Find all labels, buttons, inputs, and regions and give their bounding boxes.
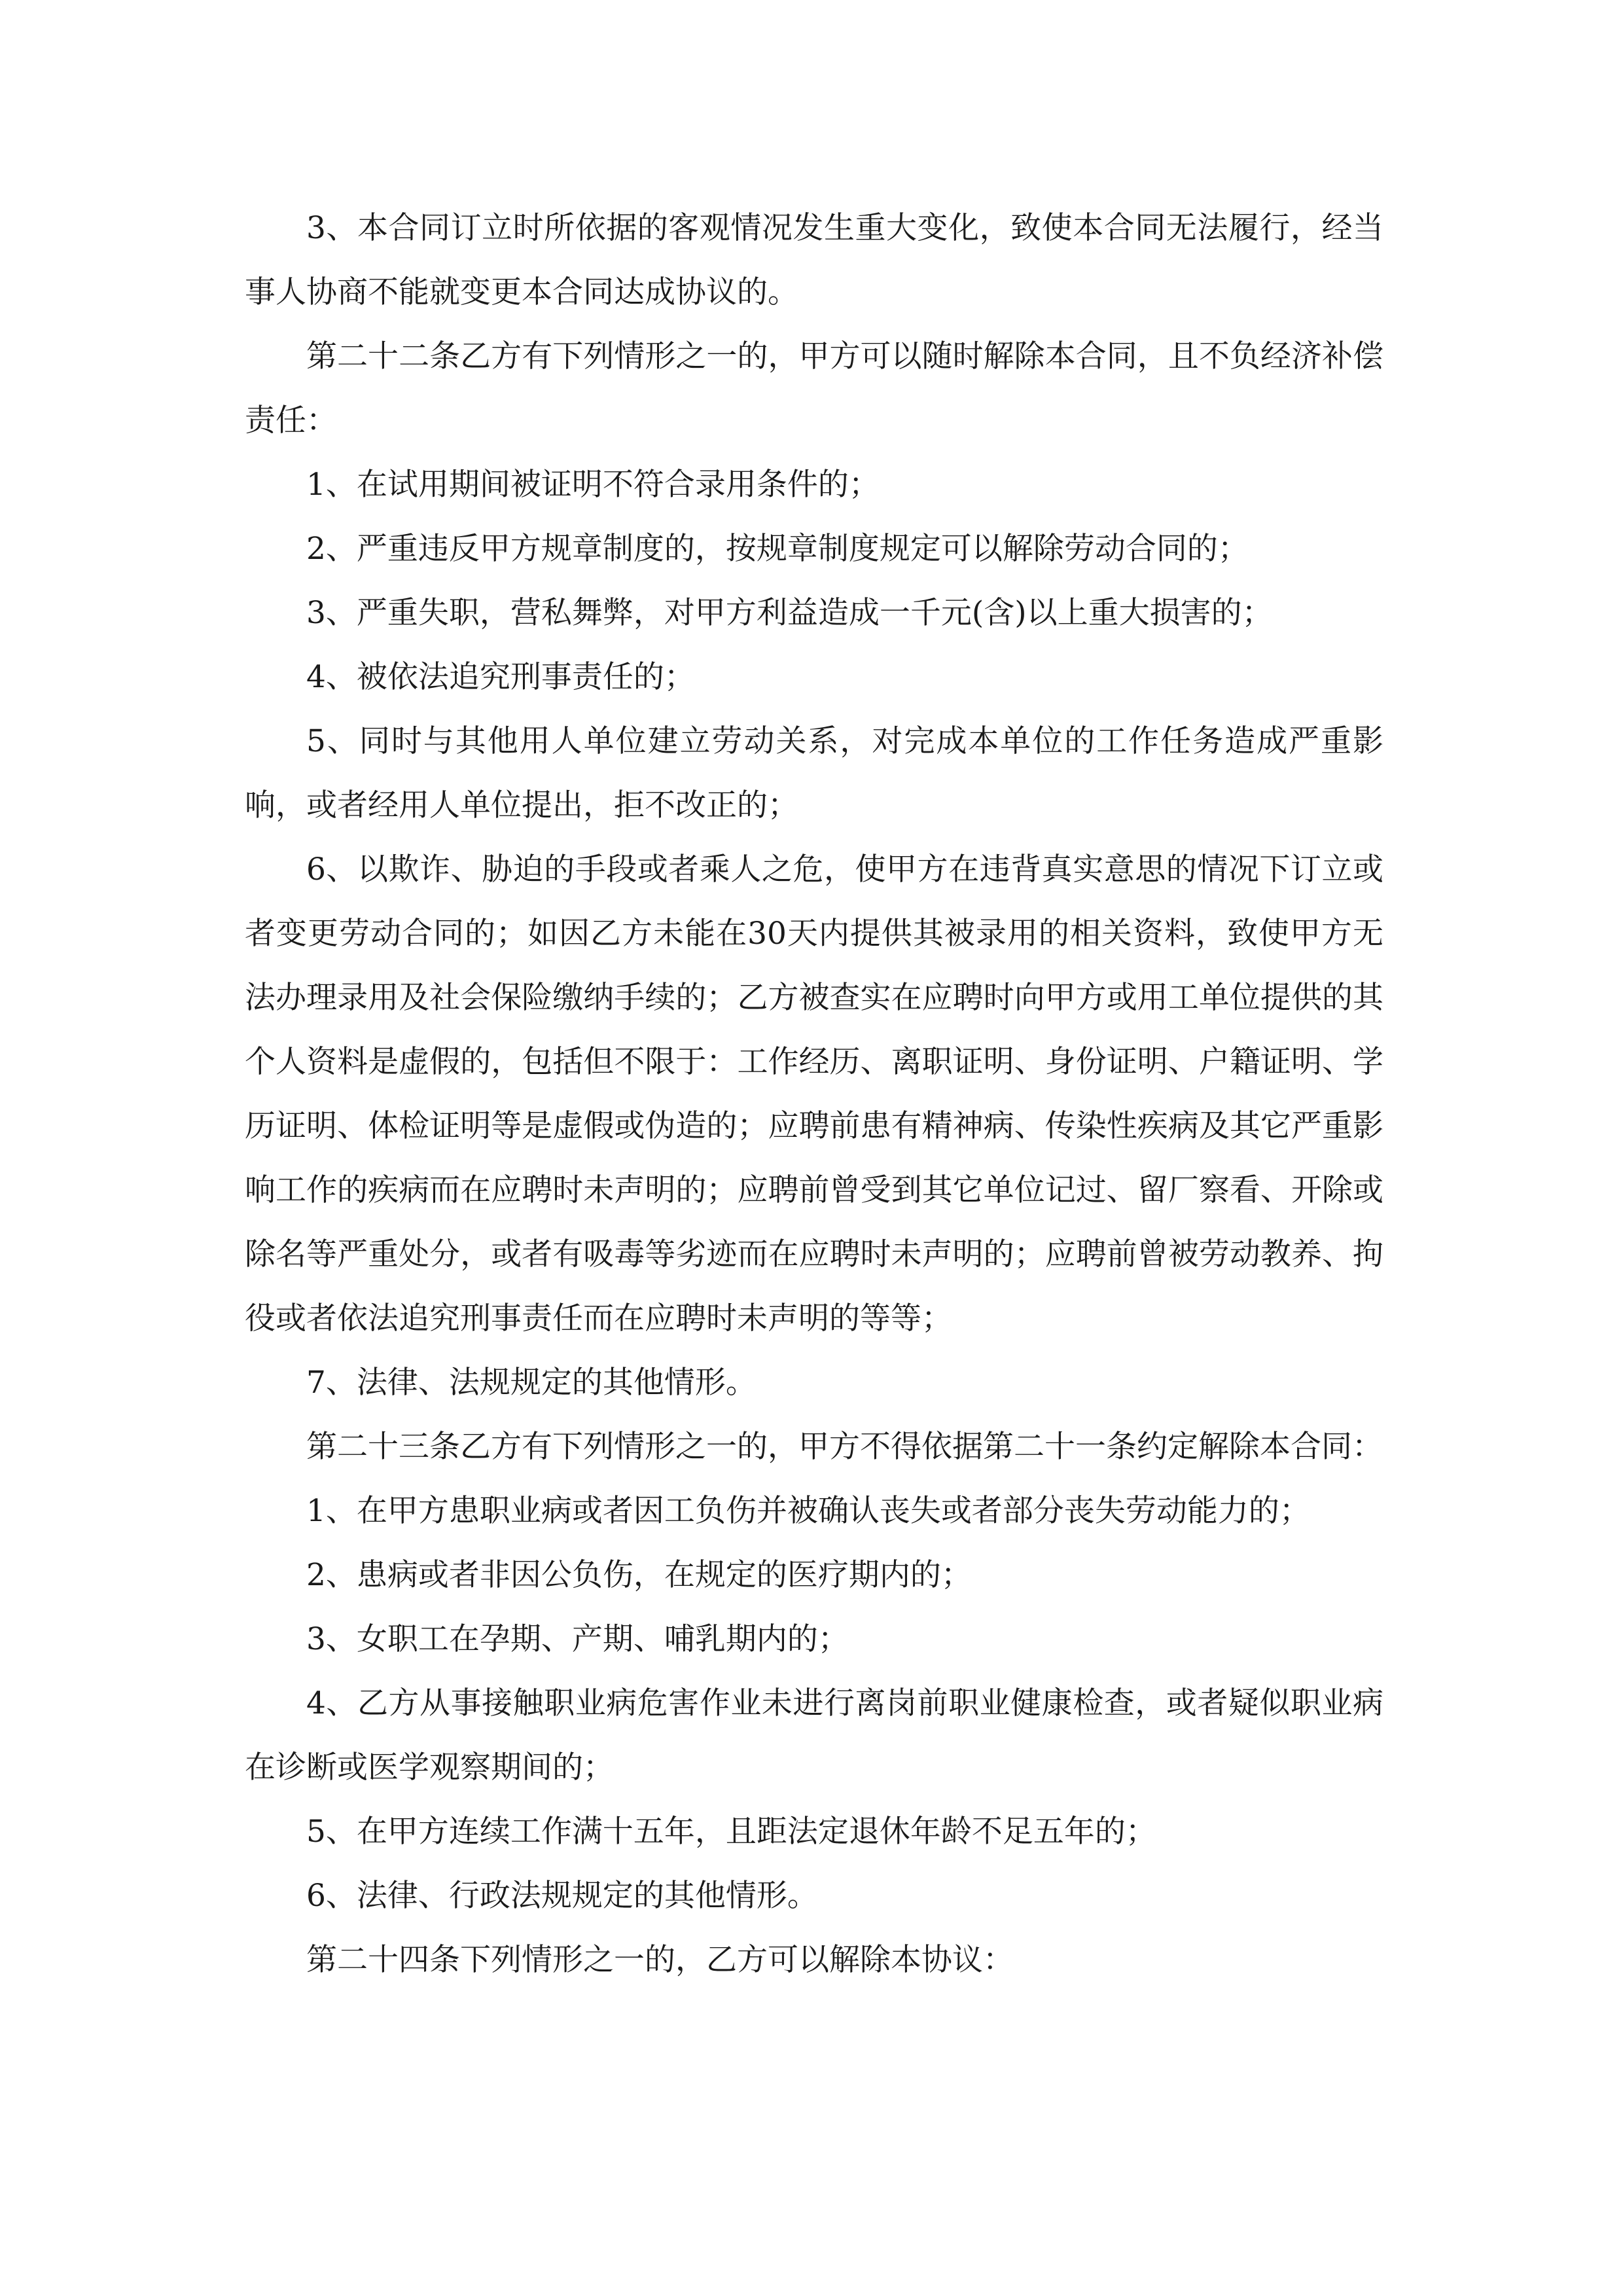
list-item: 1、在甲方患职业病或者因工负伤并被确认丧失或者部分丧失劳动能力的； xyxy=(306,1493,1310,1529)
article-heading: 第二十四条下列情形之一的，乙方可以解除本协议： xyxy=(306,1942,1014,1978)
document-body xyxy=(245,196,1383,1992)
list-item: 4、被依法追究刑事责任的； xyxy=(306,659,695,695)
list-item: 5、同时与其他用人单位建立劳动关系，对完成本单位的工作任务造成严重影响，或者经用人单位提出，拒不改正的； xyxy=(245,723,1383,823)
article-heading: 第二十三条乙方有下列情形之一的，甲方不得依据第二十一条约定解除本合同： xyxy=(306,1429,1383,1465)
list-item: 3、女职工在孕期、产期、哺乳期内的； xyxy=(306,1621,849,1657)
list-item: 5、在甲方连续工作满十五年，且距法定退休年龄不足五年的； xyxy=(306,1814,1156,1850)
list-item: 7、法律、法规规定的其他情形。 xyxy=(306,1365,757,1401)
paragraph: 3、本合同订立时所依据的客观情况发生重大变化，致使本合同无法履行，经当事人协商不能就变更本合同达成协议的。 xyxy=(245,210,1383,310)
article-heading: 第二十二条乙方有下列情形之一的，甲方可以随时解除本合同，且不负经济补偿责任： xyxy=(245,338,1383,439)
list-item: 2、严重违反甲方规章制度的，按规章制度规定可以解除劳动合同的； xyxy=(306,531,1249,567)
list-item: 4、乙方从事接触职业病危害作业未进行离岗前职业健康检查，或者疑似职业病在诊断或医学观察期间的； xyxy=(245,1685,1383,1785)
list-item: 6、法律、行政法规规定的其他情形。 xyxy=(306,1878,818,1914)
list-item: 3、严重失职，营私舞弊，对甲方利益造成一千元(含)以上重大损害的； xyxy=(306,595,1273,631)
list-item: 6、以欺诈、胁迫的手段或者乘人之危，使甲方在违背真实意思的情况下订立或者变更劳动合同的；如因乙方未能在30天内提供其被录用的相关资料，致使甲方无法办理录用及社会保险缴纳手续的；乙方被查实在应聘时向甲方或用工单位提供的其个人资料是虚假的，包括但不限于：工作经历、离职证明、身份证明、户籍证明、学历证明、体检证明等是虚假或伪造的；应聘前患有精神病、传染性疾病及其它严重影响工作的疾病而在应聘时未声明的；应聘前曾受到其它单位记过、留厂察看、开除或除名等严重处分，或者有吸毒等劣迹而在应聘时未声明的；应聘前曾被劳动教养、拘役或者依法追究刑事责任而在应聘时未声明的等等； xyxy=(245,852,1383,1336)
list-item: 1、在试用期间被证明不符合录用条件的； xyxy=(306,467,880,503)
list-item: 2、患病或者非因公负伤，在规定的医疗期内的； xyxy=(306,1557,972,1593)
